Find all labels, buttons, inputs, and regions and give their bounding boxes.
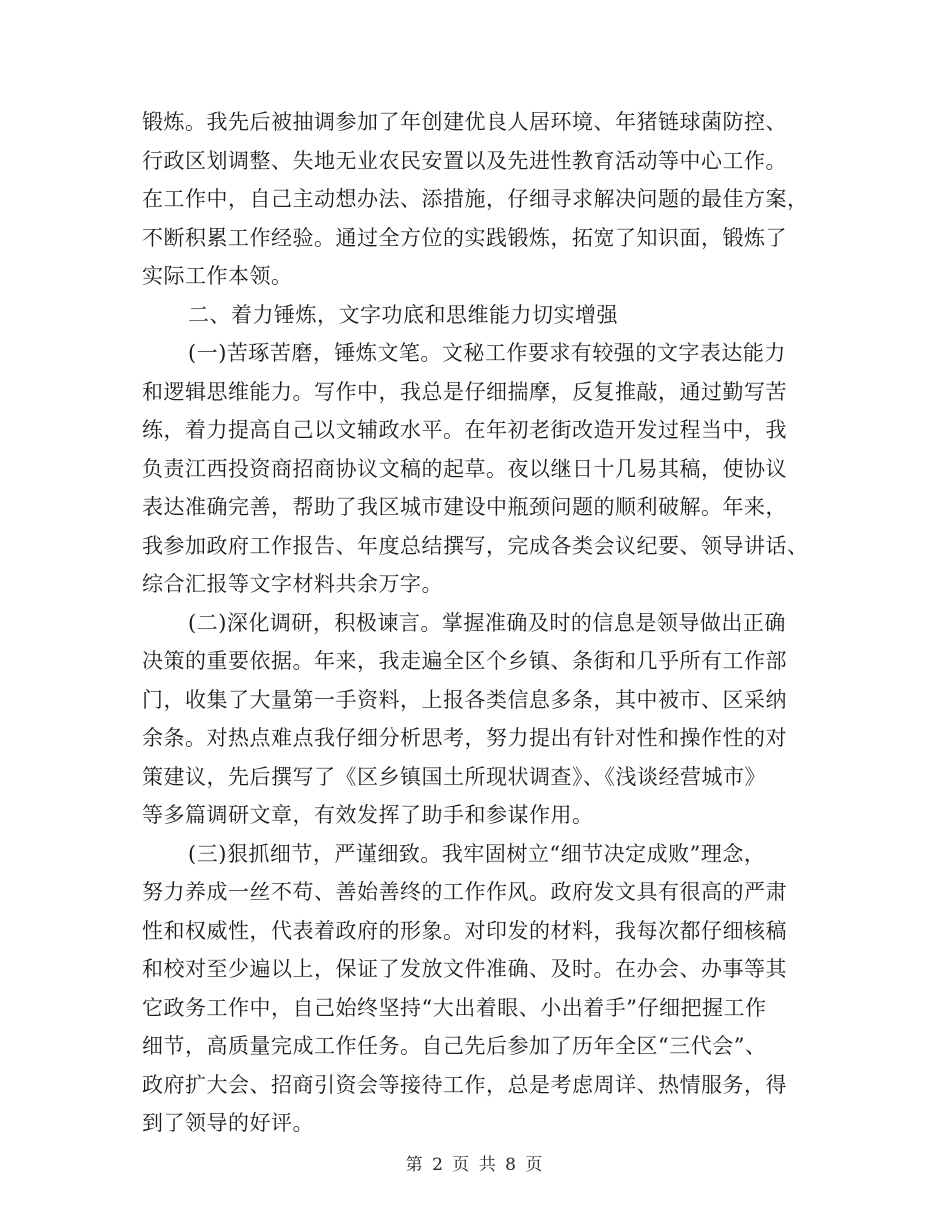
- text-line: 决策的重要依据。年来，我走遍全区个乡镇、条街和几乎所有工作部: [142, 649, 787, 673]
- text-line: 和逻辑思维能力。写作中，我总是仔细揣摩，反复推敲，通过勤写苦: [142, 379, 787, 404]
- text-line: 练，着力提高自己以文辅政水平。在年初老街改造开发过程当中，我: [142, 418, 787, 442]
- text-line: 二、着力锤炼，文字功底和思维能力切实增强: [188, 302, 618, 327]
- text-line: (二)深化调研，积极谏言。掌握准确及时的信息是领导做出正确: [188, 610, 786, 635]
- paragraph-research: [142, 604, 814, 835]
- text-line: (一)苦琢苦磨，锤炼文笔。文秘工作要求有较强的文字表达能力: [188, 341, 786, 365]
- text-line: 实际工作本领。: [142, 264, 293, 288]
- text-line: 门，收集了大量第一手资料，上报各类信息多条，其中被市、区采纳: [142, 687, 787, 712]
- text-line: 行政区划调整、失地无业农民安置以及先进性教育活动等中心工作。: [142, 148, 787, 173]
- paragraph-details: [142, 835, 814, 1143]
- paragraph-writing: [142, 334, 814, 604]
- text-line: 它政务工作中，自己始终坚持“大出着眼、小出着手”仔细把握工作: [142, 995, 767, 1020]
- paragraph-continuation: [142, 103, 814, 296]
- text-line: (三)狠抓细节，严谨细致。我牢固树立“细节决定成败”理念，: [188, 841, 766, 866]
- text-line: 政府扩大会、招商引资会等接待工作，总是考虑周详、热情服务，得: [142, 1072, 787, 1097]
- text-line: 综合汇报等文字材料共余万字。: [142, 572, 443, 596]
- text-line: 细节，高质量完成工作任务。自己先后参加了历年全区“三代会”、: [142, 1034, 767, 1058]
- text-line: 在工作中，自己主动想办法、添措施，仔细寻求解决问题的最佳方案，: [142, 187, 809, 211]
- text-line: 策建议，先后撰写了《区乡镇国土所现状调查》、《浅谈经营城市》: [142, 764, 766, 789]
- text-line: 负责江西投资商招商协议文稿的起草。夜以继日十几易其稿，使协议: [142, 456, 787, 481]
- text-line: 努力养成一丝不苟、善始善终的工作作风。政府发文具有很高的严肃: [142, 880, 787, 904]
- text-line: 不断积累工作经验。通过全方位的实践锻炼，拓宽了知识面，锻炼了: [142, 225, 787, 250]
- section-heading: [142, 296, 814, 335]
- text-line: 等多篇调研文章，有效发挥了助手和参谋作用。: [142, 803, 594, 827]
- text-line: 性和权威性，代表着政府的形象。对印发的材料，我每次都仔细核稿: [142, 918, 787, 943]
- text-line: 我参加政府工作报告、年度总结撰写，完成各类会议纪要、领导讲话、: [142, 533, 809, 558]
- text-line: 余条。对热点难点我仔细分析思考，努力提出有针对性和操作性的对: [142, 726, 787, 750]
- text-line: 表达准确完善，帮助了我区城市建设中瓶颈问题的顺利破解。年来，: [142, 495, 787, 519]
- text-line: 和校对至少遍以上，保证了发放文件准确、及时。在办会、办事等其: [142, 957, 787, 981]
- document-body: [142, 103, 814, 1143]
- text-line: 到了领导的好评。: [142, 1111, 314, 1135]
- page-number-footer: 第 2 页 共 8 页: [405, 1155, 545, 1175]
- text-line: 锻炼。我先后被抽调参加了年创建优良人居环境、年猪链球菌防控、: [142, 110, 787, 134]
